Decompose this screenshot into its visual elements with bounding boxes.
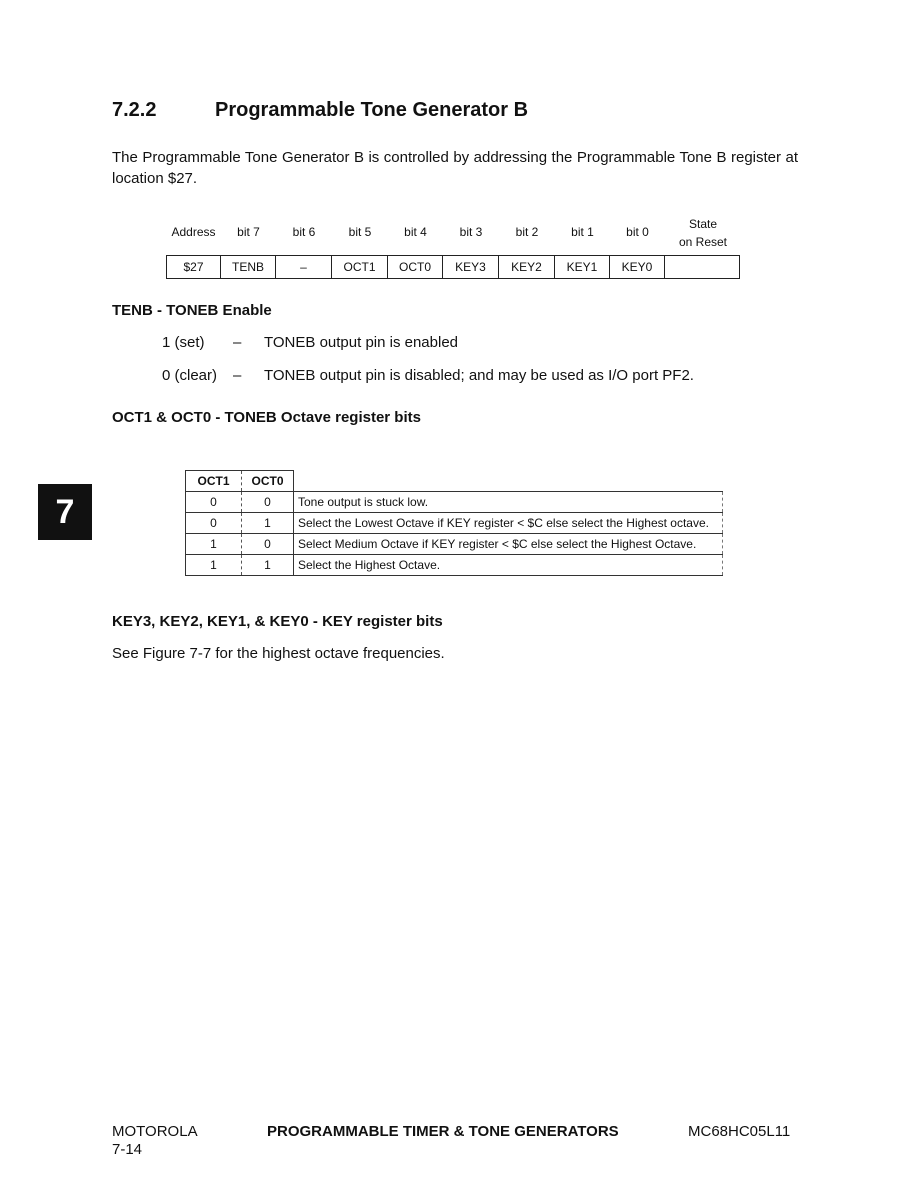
octave-oct0-cell: 0 (242, 492, 294, 513)
tenb-heading: TENB - TONEB Enable (112, 302, 272, 319)
octave-oct1-cell: 1 (186, 555, 242, 576)
register-table (166, 255, 740, 279)
table-row (186, 492, 723, 513)
register-header-bit2: bit 2 (515, 225, 539, 239)
register-header-bit1: bit 1 (571, 225, 594, 239)
section-title: Programmable Tone Generator B (215, 99, 529, 121)
register-header-bit4: bit 4 (404, 225, 427, 239)
register-cell-bit6: – (276, 256, 332, 279)
footer-part-number: MC68HC05L11 (688, 1123, 791, 1140)
register-header-bit5: bit 5 (348, 225, 372, 239)
octave-description-cell: Select the Lowest Octave if KEY register < $C else select the Highest octave. (294, 513, 723, 534)
register-cell-bit2: KEY2 (499, 256, 555, 279)
octave-header-oct1: OCT1 (186, 471, 242, 492)
register-header-bit7: bit 7 (237, 225, 260, 239)
register-header-on-reset: on Reset (678, 235, 728, 249)
octave-header-oct0: OCT0 (242, 471, 294, 492)
octave-oct1-cell: 0 (186, 513, 242, 534)
octave-oct1-cell: 0 (186, 492, 242, 513)
footer-chapter-title: PROGRAMMABLE TIMER & TONE GENERATORS (267, 1123, 619, 1140)
footer-company: MOTOROLA (112, 1123, 198, 1140)
register-cell-bit7: TENB (221, 256, 276, 279)
octave-oct0-cell: 1 (242, 513, 294, 534)
table-row (186, 534, 723, 555)
octave-description-cell: Select Medium Octave if KEY register < $C else select the Highest Octave. (294, 534, 723, 555)
register-header-bit6: bit 6 (292, 225, 316, 239)
octave-table-header (186, 471, 723, 492)
table-row (186, 513, 723, 534)
octave-header-blank (294, 471, 723, 492)
register-header-state: State (688, 217, 718, 231)
octave-table (185, 470, 723, 576)
register-cell-bit1: KEY1 (555, 256, 610, 279)
register-cell-bit0: KEY0 (610, 256, 665, 279)
register-cell-bit4: OCT0 (388, 256, 443, 279)
register-cell-state-on-reset (665, 256, 740, 279)
key-description: See Figure 7-7 for the highest octave frequencies. (112, 645, 445, 662)
tenb-value: 1 (set) (162, 334, 205, 351)
register-header-bit3: bit 3 (459, 225, 483, 239)
register-row (167, 256, 740, 279)
tenb-description: TONEB output pin is enabled (264, 334, 459, 351)
tenb-dash: – (233, 367, 242, 384)
section-number: 7.2.2 (112, 99, 157, 121)
chapter-tab-marker: 7 (38, 484, 92, 540)
register-header-address: Address (171, 225, 216, 239)
footer-page-number: 7-14 (112, 1141, 143, 1158)
table-row (186, 555, 723, 576)
register-cell-bit5: OCT1 (332, 256, 388, 279)
octave-oct0-cell: 0 (242, 534, 294, 555)
octave-oct0-cell: 1 (242, 555, 294, 576)
intro-paragraph: The Programmable Tone Generator B is controlled by addressing the Programmable Tone B register at location $27. (112, 149, 798, 187)
register-cell-address: $27 (167, 256, 221, 279)
oct-heading: OCT1 & OCT0 - TONEB Octave register bits (112, 409, 421, 426)
tenb-description: TONEB output pin is disabled; and may be used as I/O port PF2. (264, 367, 694, 384)
register-header-bit0: bit 0 (626, 225, 649, 239)
key-heading: KEY3, KEY2, KEY1, & KEY0 - KEY register bits (112, 613, 443, 630)
octave-description-cell: Select the Highest Octave. (294, 555, 723, 576)
register-cell-bit3: KEY3 (443, 256, 499, 279)
octave-description-cell: Tone output is stuck low. (294, 492, 723, 513)
tenb-value: 0 (clear) (162, 367, 218, 384)
tenb-dash: – (233, 334, 242, 351)
octave-oct1-cell: 1 (186, 534, 242, 555)
